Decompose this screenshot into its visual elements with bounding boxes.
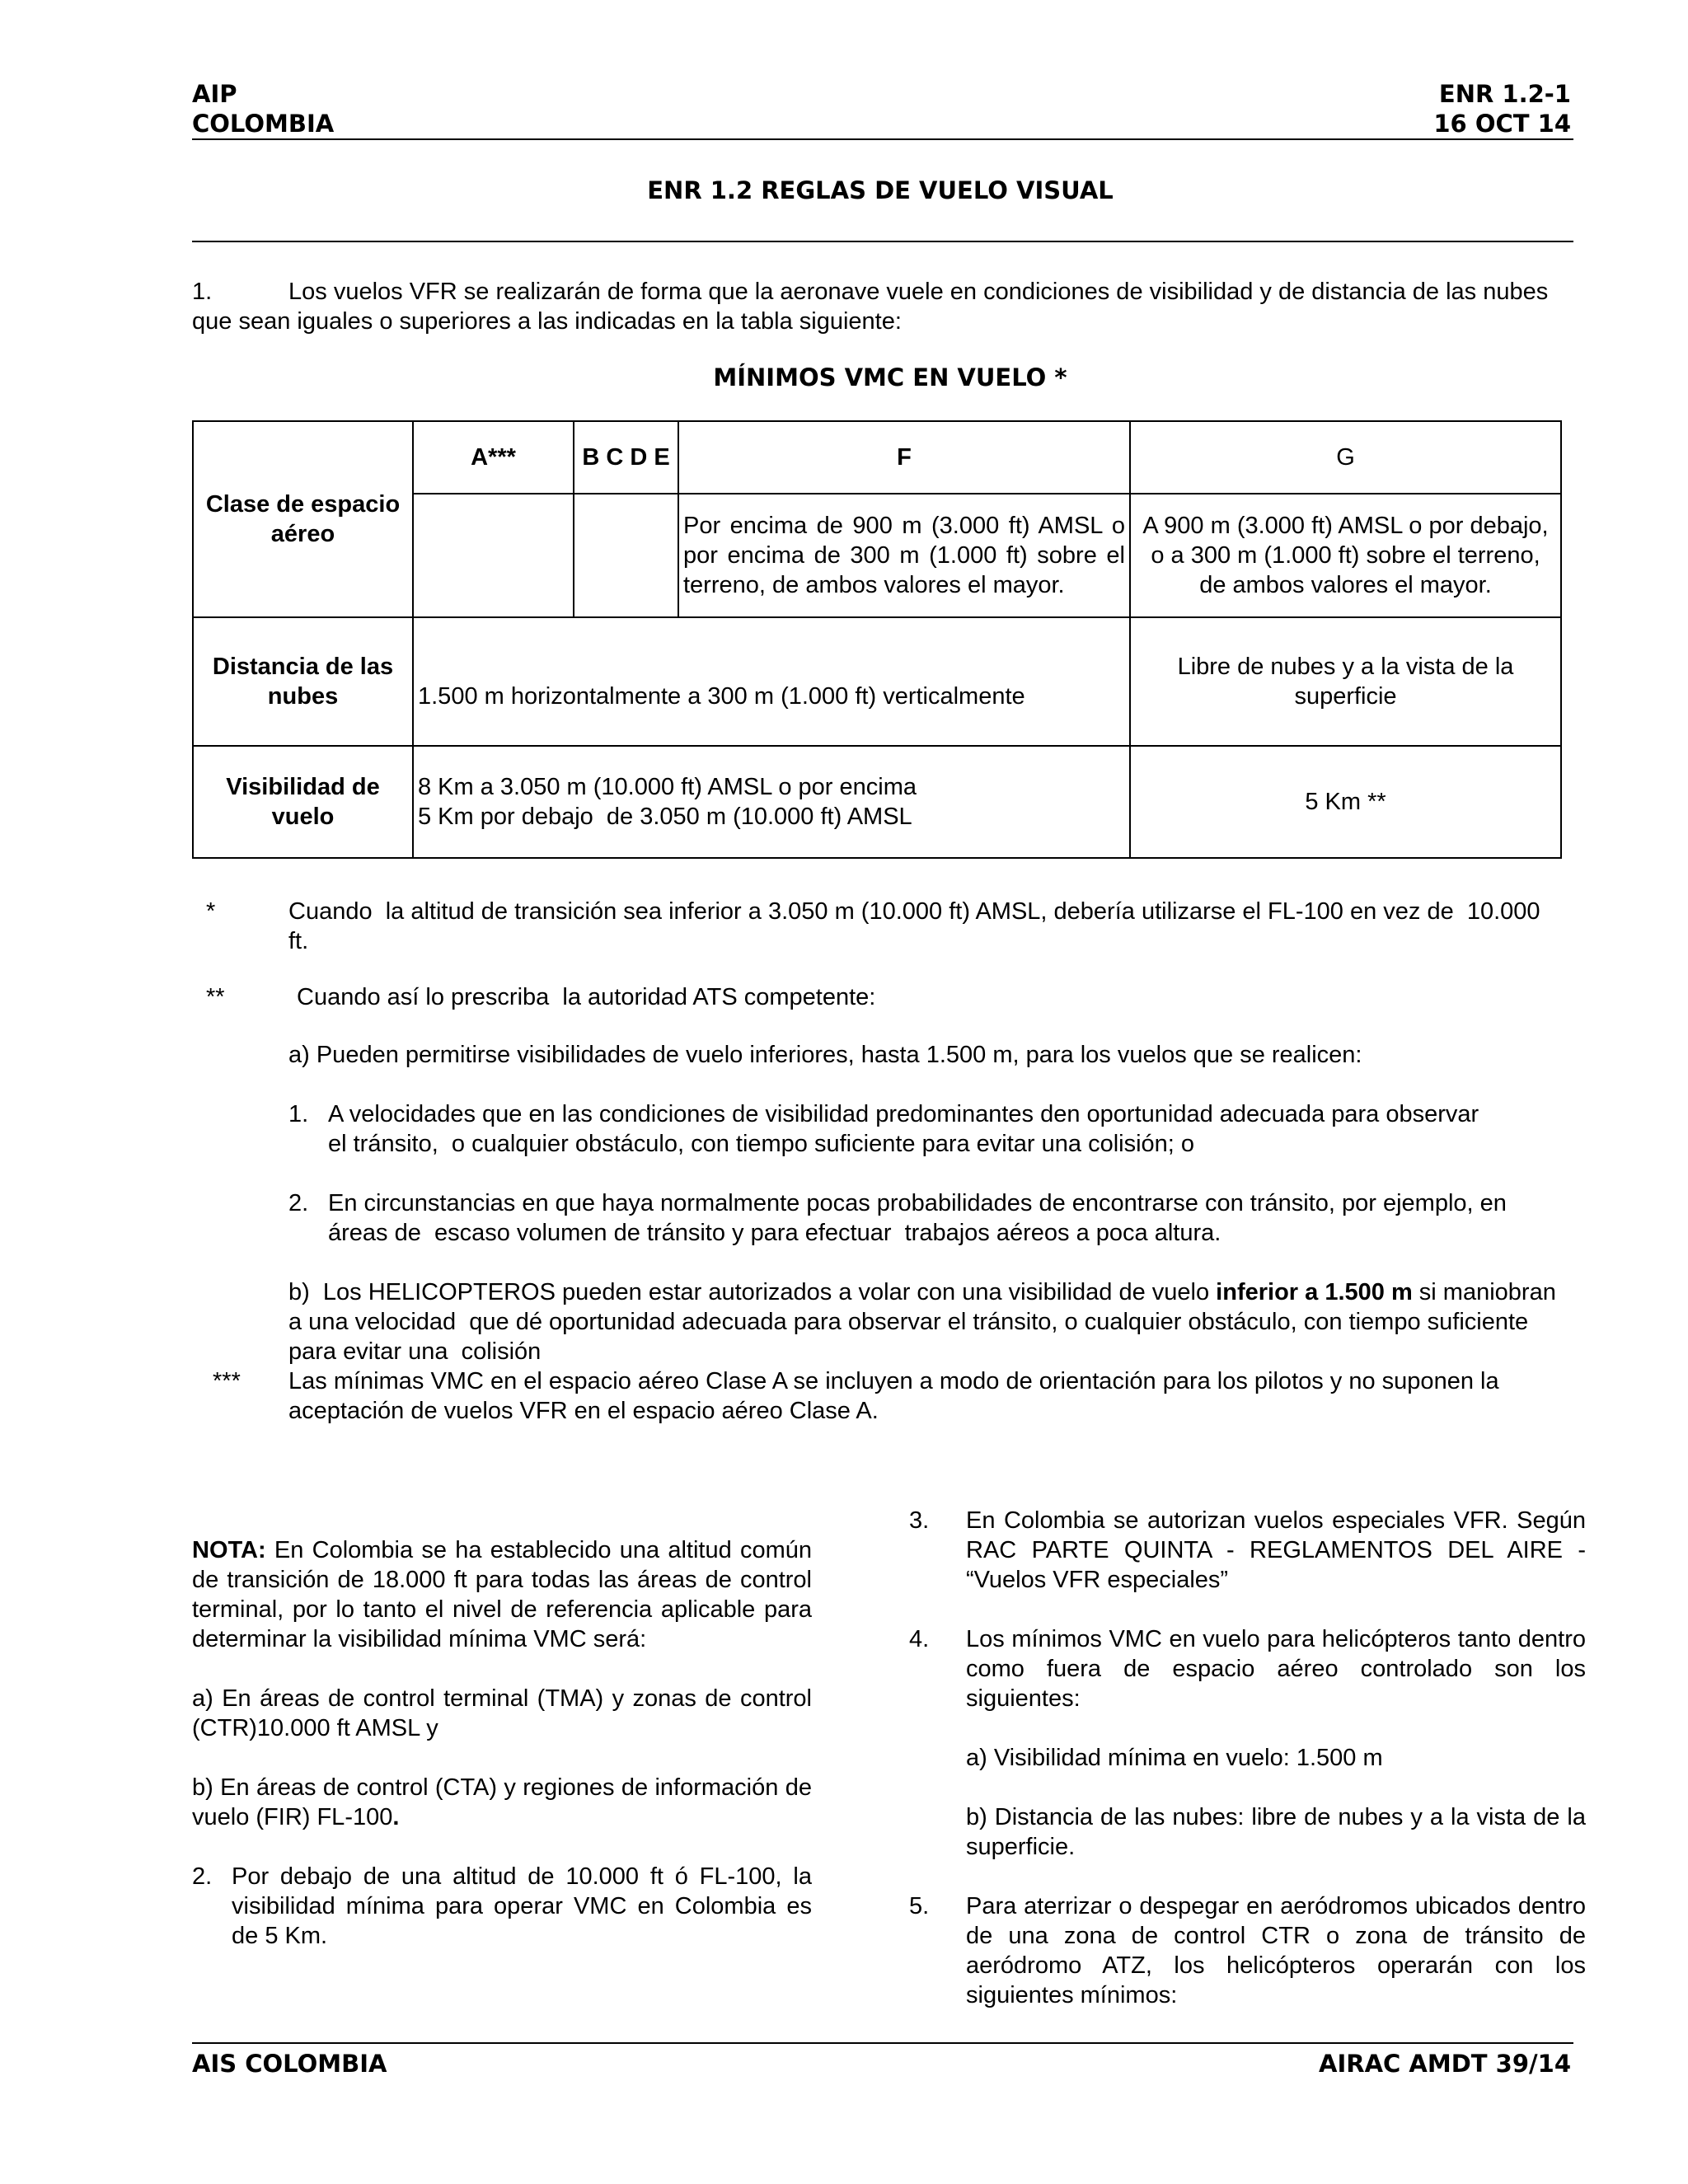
footnote-2-text: Cuando así lo prescriba la autoridad ATS competente: [297,984,876,1010]
visibility-line2: 5 Km por debajo de 3.050 m (10.000 ft) AMSL [418,804,912,830]
nota-item-b-end: . [392,1804,400,1830]
footnote-2-b-line3: para evitar una colisión [288,1338,542,1365]
footnote-3-line2: aceptación de vuelos VFR en el espacio aéreo Clase A. [288,1398,879,1424]
para1-line2: que sean iguales o superiores a las indicadas en la tabla siguiente: [192,308,902,335]
cloud-distance-label: Distancia de las nubes [193,617,413,746]
header-right [1433,79,1571,138]
column-f-header: F [678,421,1130,494]
footer-left: AIS COLOMBIA [192,2050,387,2078]
title-rule [192,241,1573,242]
right-item4-a: a) Visibilidad mínima en vuelo: 1.500 m [966,1745,1383,1771]
table-header-row [193,421,1561,494]
nota-item-b [192,1773,812,1832]
cell-bcde-altitude [574,494,678,617]
cell-distance-g: Libre de nubes y a la vista de la superficie [1130,617,1561,746]
right-item4-text: Los mínimos VMC en vuelo para helicópteros tanto dentro como fuera de espacio aéreo controlado son los siguientes: [966,1626,1586,1712]
header-rule [192,138,1573,140]
para1-line1: Los vuelos VFR se realizarán de forma que la aeronave vuele en condiciones de visibilidad y de distancia de las nubes [288,279,1549,305]
header-country: COLOMBIA [192,110,335,138]
cell-visibility-g: 5 Km ** [1130,746,1561,858]
right-item5-num: 5. [909,1893,930,1919]
footnote-2-item2-num: 2. [288,1190,309,1216]
right-item4-num: 4. [909,1626,930,1652]
table-title: MÍNIMOS VMC EN VUELO * [713,363,1067,391]
right-item3-num: 3. [909,1507,930,1534]
footnote-2-item1-line2: el tránsito, o cualquier obstáculo, con tiempo suficiente para evitar una colisión; o [328,1131,1195,1157]
right-item3-text: En Colombia se autorizan vuelos especiales VFR. Según RAC PARTE QUINTA - REGLAMENTOS DEL AIRE - “Vuelos VFR especiales” [966,1507,1586,1593]
header-left [192,79,334,138]
header-aip: AIP [192,80,237,108]
nota-item-b-text: b) En áreas de control (CTA) y regiones de información de vuelo (FIR) FL-100 [192,1774,812,1830]
footnote-1-line1: Cuando la altitud de transición sea inferior a 3.050 m (10.000 ft) AMSL, debería utilizarse el FL-100 en vez de 10.000 [288,898,1540,925]
para1-number: 1. [192,279,213,305]
footnote-2-item1-line1: A velocidades que en las condiciones de visibilidad predominantes den oportunidad adecuada para observar [328,1101,1479,1127]
table-visibility-row [193,746,1561,858]
footer-rule [192,2042,1573,2044]
nota-item-a: a) En áreas de control terminal (TMA) y zonas de control (CTR)10.000 ft AMSL y [192,1685,812,1741]
footnote-2-mark: ** [206,984,225,1010]
footnote-1-mark: * [206,898,216,925]
right-item4-b: b) Distancia de las nubes: libre de nubes y a la vista de la superficie. [966,1804,1586,1860]
nota-paragraph [192,1535,812,1654]
cell-visibility-a-f [413,746,1130,858]
footnote-2-b-line1 [288,1277,1556,1307]
page-title: ENR 1.2 REGLAS DE VUELO VISUAL [647,176,1114,204]
right-item5-text: Para aterrizar o despegar en aeródromos ubicados dentro de una zona de control CTR o zona de tránsito de aeródromo ATZ, los helicópteros operarán con los siguientes mínimos: [966,1893,1586,2008]
header-section-code: ENR 1.2-1 [1438,80,1571,108]
footnote-3-mark: *** [213,1368,241,1394]
column-bcde-header: B C D E [574,421,678,494]
airspace-class-label: Clase de espacio aéreo [193,421,413,617]
footnote-2-b-line2: a una velocidad que dé oportunidad adecuada para observar el tránsito, o cualquier obstáculo, con tiempo suficiente [288,1309,1529,1335]
visibility-line1: 8 Km a 3.050 m (10.000 ft) AMSL o por encima [418,774,917,800]
nota-text: En Colombia se ha establecido una altitud común de transición de 18.000 ft para todas las áreas de control terminal, por lo tanto el nivel de referencia aplicable para determinar la visibilidad mínima VMC será: [192,1537,812,1652]
nota-label: NOTA: [192,1537,266,1563]
cell-f-altitude: Por encima de 900 m (3.000 ft) AMSL o por encima de 300 m (1.000 ft) sobre el terreno, de ambos valores el mayor. [678,494,1130,617]
column-a-header: A*** [413,421,574,494]
header-date: 16 OCT 14 [1433,110,1571,138]
footnote-2-b-pre: b) Los HELICOPTEROS pueden estar autorizados a volar con una visibilidad de vuelo [288,1279,1217,1305]
vmc-minima-table [192,420,1562,859]
left-item2-num: 2. [192,1863,213,1890]
footnote-2-item2-line2: áreas de escaso volumen de tránsito y para efectuar trabajos aéreos a poca altura. [328,1220,1221,1246]
footnote-2-item2-line1: En circunstancias en que haya normalmente pocas probabilidades de encontrarse con tránsito, por ejemplo, en [328,1190,1507,1216]
left-item2-text: Por debajo de una altitud de 10.000 ft ó FL-100, la visibilidad mínima para operar VMC en Colombia es de 5 Km. [232,1863,812,1949]
cell-g-altitude: A 900 m (3.000 ft) AMSL o por debajo, o a 300 m (1.000 ft) sobre el terreno, de ambos valores el mayor. [1130,494,1561,617]
cell-distance-a-f: 1.500 m horizontalmente a 300 m (1.000 ft) verticalmente [413,617,1130,746]
cell-a-altitude [413,494,574,617]
footnote-1-line2: ft. [288,928,309,954]
table-distance-row [193,617,1561,746]
footnote-2-b-bold: inferior a 1.500 m [1216,1279,1413,1305]
footnote-2-b-post: si maniobran [1412,1279,1556,1305]
footnote-2-a: a) Pueden permitirse visibilidades de vuelo inferiores, hasta 1.500 m, para los vuelos que se realicen: [288,1042,1362,1068]
footnote-3-line1: Las mínimas VMC en el espacio aéreo Clase A se incluyen a modo de orientación para los pilotos y no suponen la [288,1368,1499,1394]
footer-right: AIRAC AMDT 39/14 [1319,2050,1571,2078]
flight-visibility-label: Visibilidad de vuelo [193,746,413,858]
column-g-header: G [1130,421,1561,494]
footnote-2-item1-num: 1. [288,1101,309,1127]
